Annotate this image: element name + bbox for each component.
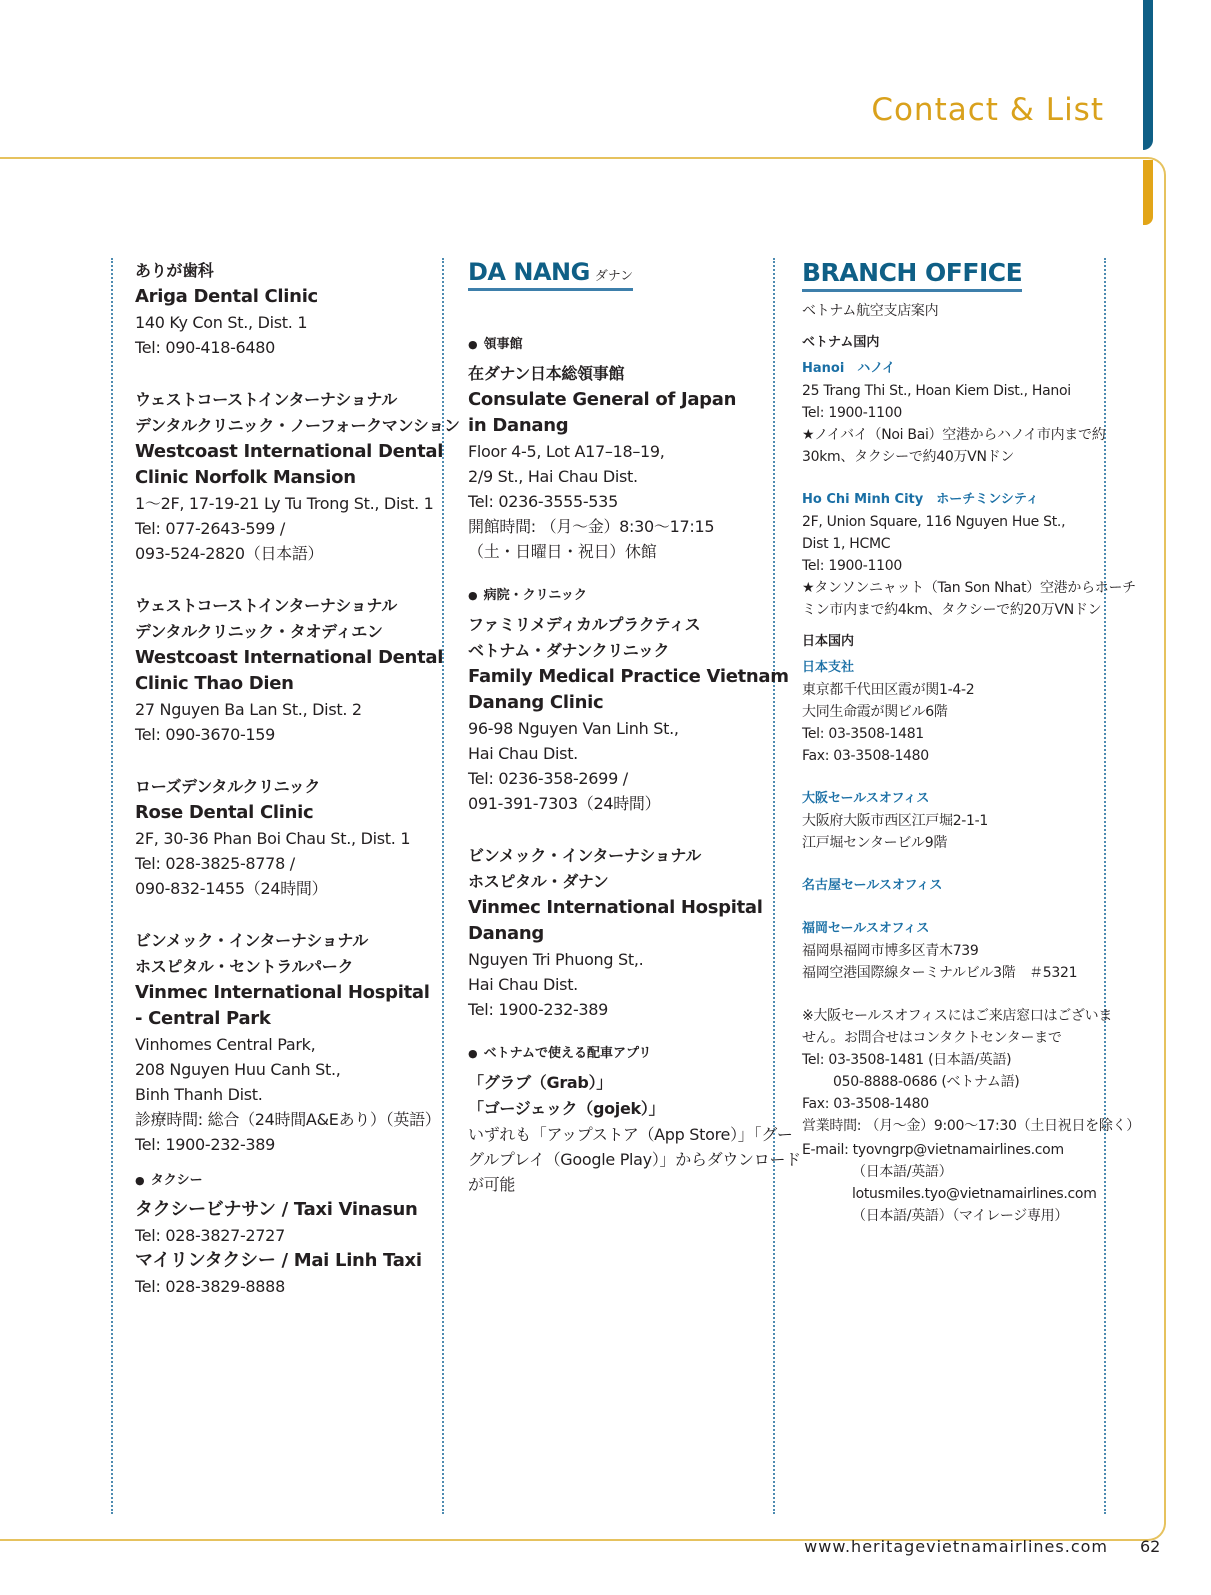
hospital-name-jp: ホスピタル・ダナン <box>468 872 609 891</box>
hospital-entry <box>468 843 773 1022</box>
city-name: DA NANG <box>468 258 590 286</box>
clinic-name-en: Westcoast International Dental <box>135 441 444 462</box>
office-name-hcmc: Ho Chi Minh City ホーチミンシティ <box>802 492 1039 507</box>
clinic-address: 1～2F, 17-19-21 Ly Tu Trong St., Dist. 1 <box>135 494 434 513</box>
hospital-name-jp: ベトナム・ダナンクリニック <box>468 641 670 660</box>
hospital-tel: Tel: 1900-232-389 <box>468 1000 609 1019</box>
clinic-address: 140 Ky Con St., Dist. 1 <box>135 313 308 332</box>
contact-tel: 050-8888-0686 (ベトナム語) <box>833 1074 1020 1090</box>
clinic-name-jp: デンタルクリニック・ノーフォークマンション <box>135 416 460 435</box>
hospital-address: Hai Chau Dist. <box>468 975 578 994</box>
contact-tel: Tel: 03-3508-1481 (日本語/英語) <box>802 1052 1012 1068</box>
consulate-name-en: in Danang <box>468 415 569 436</box>
clinic-name-en: Vinmec International Hospital <box>135 982 430 1003</box>
office-address: Dist 1, HCMC <box>802 536 891 552</box>
top-color-tab <box>1143 0 1153 150</box>
office-tel: Tel: 1900-1100 <box>802 558 902 574</box>
hospital-address: Hai Chau Dist. <box>468 744 578 763</box>
hospital-name-en: Family Medical Practice Vietnam <box>468 666 789 687</box>
ride-app-note: いずれも「アップストア（App Store）」「グー <box>468 1125 793 1144</box>
clinic-entry <box>135 258 435 360</box>
section-title: Contact & List <box>871 92 1104 128</box>
airport-note: ★ノイバイ（Noi Bai）空港からハノイ市内まで約 <box>802 427 1106 443</box>
email-address[interactable]: lotusmiles.tyo@vietnamairlines.com <box>852 1186 1097 1202</box>
ride-app-name: 「グラブ（Grab）」 <box>468 1073 612 1092</box>
clinic-tel: Tel: 090-3670-159 <box>135 725 276 744</box>
footer-website-link[interactable]: www.heritagevietnamairlines.com <box>804 1537 1108 1556</box>
consulate-address: 2/9 St., Hai Chau Dist. <box>468 467 638 486</box>
clinic-entry <box>135 774 435 901</box>
page-number: 62 <box>1140 1537 1161 1556</box>
column-divider <box>111 258 113 1514</box>
hospital-address: 96-98 Nguyen Van Linh St., <box>468 719 679 738</box>
bullet-icon: ● <box>468 1047 478 1060</box>
clinic-tel: Tel: 028-3825-8778 / <box>135 854 295 873</box>
office-address: 福岡空港国際線ターミナルビル3階 ＃5321 <box>802 965 1078 981</box>
clinic-tel: 093-524-2820（日本語） <box>135 544 324 563</box>
office-address: 東京都千代田区霞が関1-4-2 <box>802 682 975 698</box>
taxi-tel: Tel: 028-3827-2727 <box>135 1226 285 1245</box>
clinic-entry <box>135 387 460 566</box>
office-name-fukuoka: 福岡セールスオフィス <box>802 921 930 936</box>
email-language-note: （日本語/英語）（マイレージ専用） <box>852 1208 1069 1224</box>
email-address[interactable]: E-mail: tyovngrp@vietnamairlines.com <box>802 1142 1064 1158</box>
clinic-name-jp: ウェストコーストインターナショナル <box>135 596 397 615</box>
airport-note: ★タンソンニャット（Tan Son Nhat）空港からホーチ <box>802 580 1136 596</box>
vietnam-domestic-label: ベトナム国内 <box>802 335 880 350</box>
hospital-entry <box>468 612 789 816</box>
column-divider <box>773 258 775 1514</box>
clinic-name-jp: ウェストコーストインターナショナル <box>135 390 397 409</box>
city-name-jp: ダナン <box>594 269 634 284</box>
ride-app-note: グルプレイ（Google Play）」からダウンロード <box>468 1150 801 1169</box>
bullet-icon: ● <box>468 589 478 602</box>
consulate-entry <box>468 361 773 564</box>
clinic-tel: 090-832-1455（24時間） <box>135 879 328 898</box>
consulate-tel: Tel: 0236-3555-535 <box>468 492 618 511</box>
clinic-name-jp: デンタルクリニック・タオディエン <box>135 622 383 641</box>
clinic-name-en: - Central Park <box>135 1008 271 1029</box>
clinic-address: 27 Nguyen Ba Lan St., Dist. 2 <box>135 700 362 719</box>
hospital-tel: Tel: 0236-358-2699 / <box>468 769 628 788</box>
clinic-tel: Tel: 090-418-6480 <box>135 338 276 357</box>
clinic-name-en: Westcoast International Dental <box>135 647 444 668</box>
office-name-hanoi: Hanoi ハノイ <box>802 361 896 376</box>
contact-note: せん。お問合せはコンタクトセンターまで <box>802 1030 1062 1046</box>
clinic-name-en: Rose Dental Clinic <box>135 802 314 823</box>
column-ho-chi-minh-listings <box>135 258 460 1299</box>
clinic-name-en: Ariga Dental Clinic <box>135 286 318 307</box>
hospital-name-en: Danang <box>468 923 544 944</box>
office-address: 江戸堀センタービル9階 <box>802 835 948 851</box>
branch-office-subtitle: ベトナム航空支店案内 <box>802 303 939 319</box>
airport-note: 30km、タクシーで約40万VNドン <box>802 449 1015 465</box>
hospital-name-en: Danang Clinic <box>468 692 604 713</box>
office-address: 大阪府大阪市西区江戸堀2-1-1 <box>802 813 989 829</box>
consulate-name-en: Consulate General of Japan <box>468 389 737 410</box>
city-heading <box>468 258 633 291</box>
clinic-name-jp: ホスピタル・セントラルパーク <box>135 957 354 976</box>
clinic-hours: 診療時間: 総合（24時間A&Eあり）（英語） <box>135 1110 441 1129</box>
hospital-bullet-heading: ● 病院・クリニック <box>468 588 587 603</box>
airport-note: ミン市内まで約4km、タクシーで約20万VNドン <box>802 602 1102 618</box>
clinic-name-jp: ありが歯科 <box>135 261 214 280</box>
japan-domestic-label: 日本国内 <box>802 634 855 649</box>
taxi-bullet-heading: ● タクシー <box>135 1173 203 1188</box>
office-tel: Tel: 1900-1100 <box>802 405 902 421</box>
bullet-icon: ● <box>135 1174 145 1187</box>
ride-app-note: が可能 <box>468 1175 516 1194</box>
clinic-entry <box>135 928 441 1157</box>
clinic-name-en: Clinic Thao Dien <box>135 673 294 694</box>
contact-note: ※大阪セールスオフィスにはご来店窓口はございま <box>802 1008 1113 1024</box>
ride-app-name: 「ゴージェック（gojek）」 <box>468 1099 665 1118</box>
consulate-address: Floor 4-5, Lot A17–18–19, <box>468 442 665 461</box>
taxi-name: タクシービナサン / Taxi Vinasun <box>135 1199 418 1220</box>
clinic-address: Binh Thanh Dist. <box>135 1085 263 1104</box>
clinic-name-jp: ビンメック・インターナショナル <box>135 931 368 950</box>
contact-fax: Fax: 03-3508-1480 <box>802 1096 929 1112</box>
office-name-nagoya: 名古屋セールスオフィス <box>802 878 943 893</box>
hospital-address: Nguyen Tri Phuong St,. <box>468 950 644 969</box>
column-branch-office <box>802 258 1140 1227</box>
clinic-name-jp: ローズデンタルクリニック <box>135 777 321 796</box>
clinic-name-en: Clinic Norfolk Mansion <box>135 467 356 488</box>
business-hours: 営業時間: （月～金）9:00～17:30（土日祝日を除く） <box>802 1118 1140 1134</box>
clinic-tel: Tel: 077-2643-599 / <box>135 519 285 538</box>
consulate-name-jp: 在ダナン日本総領事館 <box>468 364 625 383</box>
hospital-name-jp: ビンメック・インターナショナル <box>468 846 701 865</box>
taxi-name: マイリンタクシー / Mai Linh Taxi <box>135 1250 422 1271</box>
consulate-bullet-heading: ● 領事館 <box>468 337 523 352</box>
consulate-hours: （土・日曜日・祝日）休館 <box>468 542 657 561</box>
hospital-name-en: Vinmec International Hospital <box>468 897 763 918</box>
office-name-osaka: 大阪セールスオフィス <box>802 791 930 806</box>
office-address: 大同生命霞が関ビル6階 <box>802 704 948 720</box>
office-fax: Fax: 03-3508-1480 <box>802 748 929 764</box>
clinic-address: Vinhomes Central Park, <box>135 1035 316 1054</box>
email-language-note: （日本語/英語） <box>852 1164 953 1180</box>
ride-app-bullet-heading: ● ベトナムで使える配車アプリ <box>468 1046 652 1061</box>
branch-office-heading: BRANCH OFFICE <box>802 258 1022 292</box>
clinic-address: 2F, 30-36 Phan Boi Chau St., Dist. 1 <box>135 829 411 848</box>
clinic-tel: Tel: 1900-232-389 <box>135 1135 276 1154</box>
office-address: 2F, Union Square, 116 Nguyen Hue St., <box>802 514 1066 530</box>
office-address: 福岡県福岡市博多区青木739 <box>802 943 979 959</box>
column-da-nang <box>468 258 801 1197</box>
office-address: 25 Trang Thi St., Hoan Kiem Dist., Hanoi <box>802 383 1071 399</box>
office-tel: Tel: 03-3508-1481 <box>802 726 924 742</box>
bullet-icon: ● <box>468 338 478 351</box>
clinic-entry <box>135 593 444 747</box>
clinic-address: 208 Nguyen Huu Canh St., <box>135 1060 341 1079</box>
office-name-japan: 日本支社 <box>802 660 855 675</box>
hospital-tel: 091-391-7303（24時間） <box>468 794 661 813</box>
hospital-name-jp: ファミリメディカルプラクティス <box>468 615 701 634</box>
consulate-hours: 開館時間: （月～金）8:30～17:15 <box>468 517 715 536</box>
taxi-tel: Tel: 028-3829-8888 <box>135 1277 285 1296</box>
